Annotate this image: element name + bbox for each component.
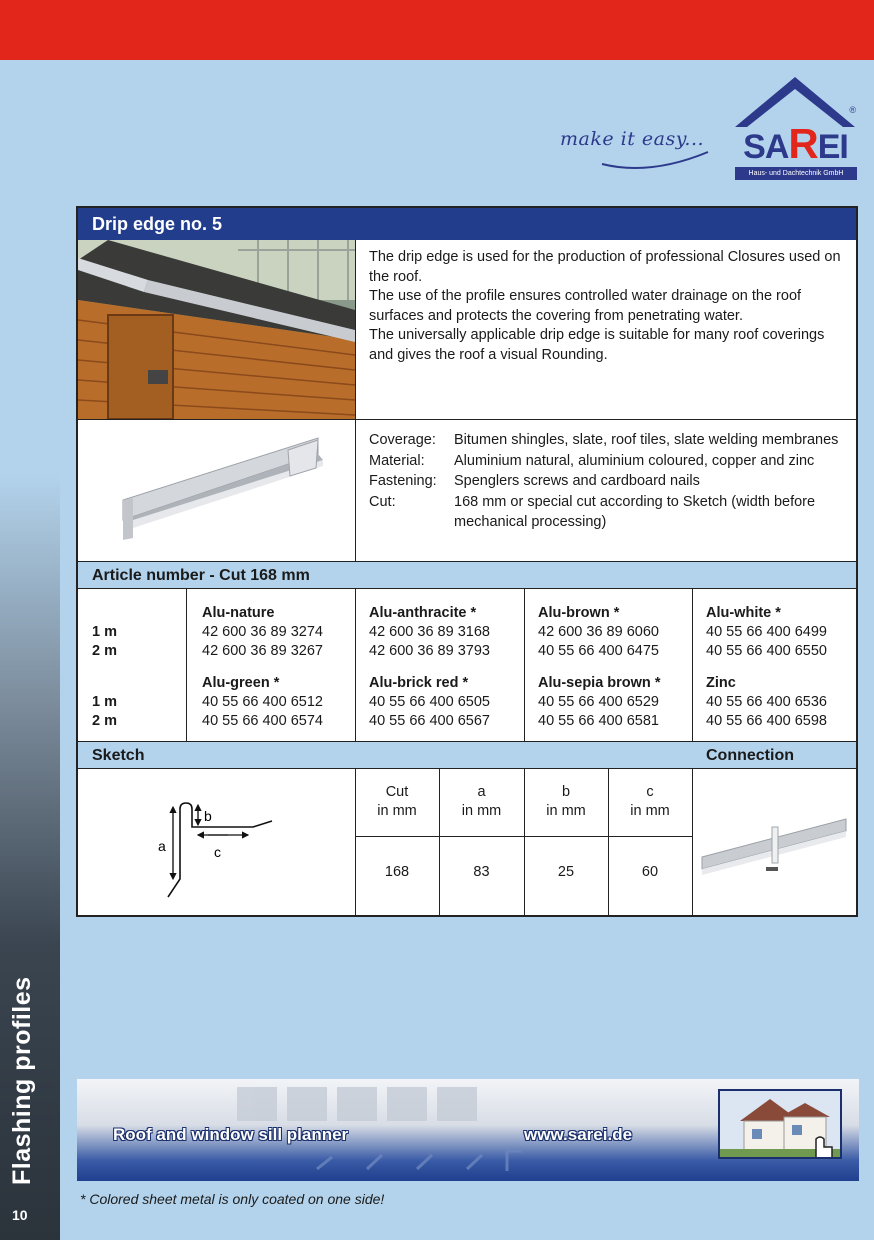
logo-text-left: SA	[743, 128, 789, 166]
section-title: Flashing profiles	[8, 976, 36, 1185]
article-cell	[706, 604, 827, 661]
dim-value: 60	[641, 864, 659, 880]
article-heading: Article number - Cut 168 mm	[78, 561, 856, 589]
spec-label: Fastening:	[369, 473, 437, 489]
divider	[186, 589, 187, 741]
article-number: 42 600 36 89 6060	[538, 624, 659, 640]
spec-row	[369, 492, 849, 533]
qty-label: 2 m	[92, 713, 117, 729]
divider	[355, 589, 356, 741]
dim-header-label: c	[646, 784, 654, 800]
article-number: 40 55 66 400 6512	[202, 694, 323, 710]
article-number: 40 55 66 400 6475	[538, 643, 659, 659]
article-cell	[538, 674, 660, 731]
article-number: 42 600 36 89 3267	[202, 643, 323, 659]
sketch-title: Sketch	[92, 747, 145, 764]
article-number: 40 55 66 400 6567	[369, 713, 490, 729]
spec-label: Cut:	[369, 493, 396, 510]
article-cell	[706, 674, 827, 731]
article-name: Alu-anthracite *	[369, 605, 477, 621]
article-name: Alu-nature	[202, 605, 275, 621]
product-card	[76, 206, 858, 917]
spec-list	[369, 430, 849, 533]
spec-value: Bitumen shingles, slate, roof tiles, slate welding membranes	[454, 432, 839, 448]
sarei-logo	[733, 75, 858, 182]
spec-row	[369, 451, 849, 472]
article-name: Alu-green *	[202, 675, 280, 691]
connection-title: Connection	[706, 747, 794, 764]
planner-link[interactable]: Roof and window sill planner	[113, 1125, 349, 1144]
dim-header	[439, 783, 524, 821]
spec-value: Spenglers screws and cardboard nails	[454, 473, 700, 489]
divider	[355, 240, 356, 561]
dim-header-label: a	[477, 784, 486, 800]
shed-photo-image	[78, 240, 355, 419]
article-name: Alu-brick red *	[369, 675, 469, 691]
description-paragraph: The universally applicable drip edge is suitable for many roof coverings and gives the roof a visual Rounding.	[369, 327, 825, 363]
profile-photo-image	[78, 420, 355, 561]
divider	[524, 589, 525, 741]
registered-mark: ®	[849, 105, 856, 115]
article-name: Zinc	[706, 675, 736, 691]
dim-header	[355, 783, 439, 821]
footnote: * Colored sheet metal is only coated on one side!	[80, 1191, 385, 1207]
house-icon	[720, 1091, 840, 1157]
dim-header-unit: in mm	[377, 803, 417, 819]
article-number: 42 600 36 89 3274	[202, 624, 323, 640]
divider	[692, 589, 693, 741]
spec-label: Material:	[369, 452, 425, 469]
product-description	[369, 248, 849, 365]
top-red-bar	[0, 0, 874, 60]
spec-value: Aluminium natural, aluminium coloured, copper and zinc	[454, 452, 815, 469]
article-number: 40 55 66 400 6536	[706, 694, 827, 710]
sketch-heading	[78, 741, 856, 769]
article-cell	[369, 604, 490, 661]
website-link[interactable]: www.sarei.de	[524, 1125, 633, 1144]
article-cell	[369, 674, 490, 731]
sketch-label-c: c	[214, 844, 221, 860]
dim-header-unit: in mm	[546, 803, 586, 819]
dim-header-label: b	[561, 784, 571, 800]
spec-row	[369, 430, 849, 451]
profile-sketch-icon	[138, 793, 348, 903]
article-number: 40 55 66 400 6581	[538, 713, 659, 729]
product-title: Drip edge no. 5	[78, 208, 856, 240]
dim-header	[524, 783, 608, 821]
planner-banner[interactable]	[77, 1079, 859, 1181]
sketch-label-b: b	[204, 808, 212, 824]
sketch-label-a: a	[158, 838, 166, 854]
article-number: 40 55 66 400 6550	[706, 643, 827, 659]
logo-subtitle: Haus- und Dachtechnik GmbH	[735, 167, 857, 180]
qty-label: 2 m	[92, 643, 117, 659]
tagline-swoosh	[600, 150, 710, 172]
article-name: Alu-brown *	[538, 605, 620, 621]
article-cell	[202, 674, 323, 731]
divider	[692, 769, 693, 917]
article-number: 42 600 36 89 3793	[369, 643, 490, 659]
article-number: 40 55 66 400 6598	[706, 713, 827, 729]
article-number: 40 55 66 400 6505	[369, 694, 490, 710]
house-thumbnail[interactable]	[718, 1089, 842, 1159]
article-name: Alu-sepia brown *	[538, 675, 661, 691]
article-cell	[538, 604, 659, 661]
qty-label: 1 m	[92, 694, 117, 710]
article-number: 40 55 66 400 6499	[706, 624, 827, 640]
dim-value: 168	[384, 864, 410, 880]
logo-text-r: R	[788, 120, 818, 167]
logo-wordmark	[733, 120, 858, 168]
article-number: 40 55 66 400 6574	[202, 713, 323, 729]
qty-label: 1 m	[92, 624, 117, 640]
dim-value: 25	[557, 864, 575, 880]
dim-header-unit: in mm	[630, 803, 670, 819]
dimension-table	[355, 769, 692, 917]
description-paragraph: The drip edge is used for the production of professional Closures used on the roof.	[369, 249, 841, 285]
article-number: 40 55 66 400 6529	[538, 694, 659, 710]
dim-header-unit: in mm	[461, 803, 502, 819]
article-cell	[202, 604, 323, 661]
article-name: Alu-white *	[706, 605, 781, 621]
dim-value: 83	[473, 864, 490, 880]
description-paragraph: The use of the profile ensures controlled water drainage on the roof surfaces and protects the covering from penetrating water.	[369, 288, 802, 324]
page-number: 10	[12, 1207, 28, 1223]
logo-text-right: EI	[817, 128, 848, 166]
spec-value: 168 mm or special cut according to Sketch (width before mechanical processing)	[454, 493, 816, 530]
tagline: make it easy...	[560, 128, 705, 150]
spec-label: Coverage:	[369, 432, 436, 448]
dim-header-label: Cut	[385, 784, 409, 800]
shed-photo	[78, 240, 355, 419]
dim-header	[608, 783, 692, 821]
spec-row	[369, 471, 849, 492]
profile-photo	[78, 420, 355, 561]
connection-photo	[696, 783, 854, 903]
article-number: 42 600 36 89 3168	[369, 624, 490, 640]
